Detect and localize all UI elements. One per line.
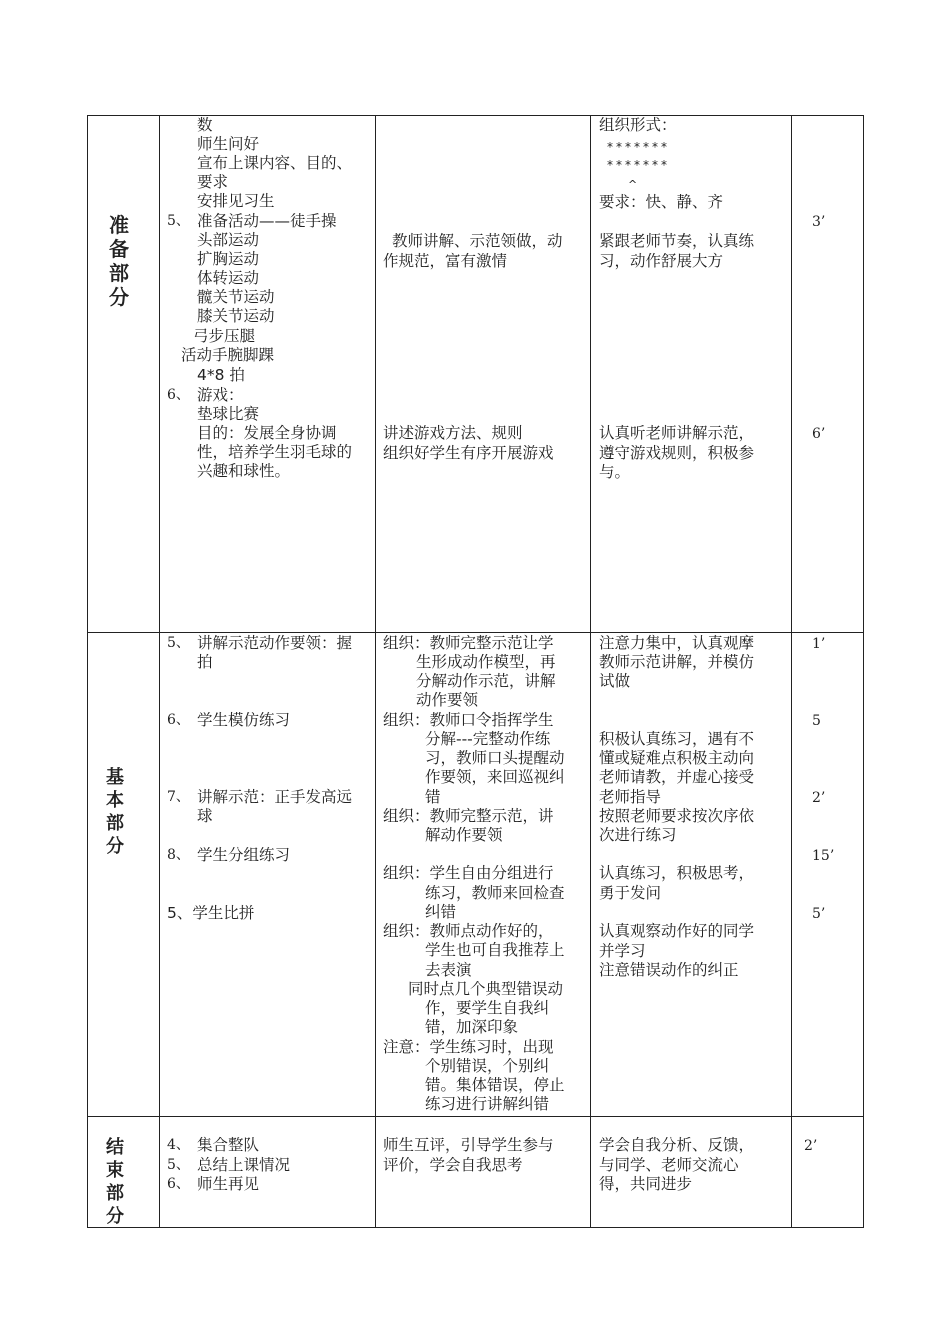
section-label-prep: 准 备 部 分 [109, 213, 129, 309]
basic-teacher-line: 组织：教师完整示范，讲 [383, 807, 554, 825]
prep-content-line: 活动手腕脚踝 [181, 346, 275, 364]
basic-teacher-line: 练习进行讲解纠错 [425, 1095, 550, 1113]
prep-content-line: 师生问好 [197, 135, 260, 153]
prep-student-line: 遵守游戏规则，积极参 [599, 444, 755, 462]
basic-teacher-line: 错。集体错误，停止 [425, 1076, 565, 1094]
basic-time: 5 [812, 713, 821, 729]
basic-teacher-line: 生形成动作模型，再 [416, 653, 556, 671]
basic-teacher-line: 作，要学生自我纠 [425, 999, 550, 1017]
end-item-number: 6、 [167, 1176, 190, 1192]
prep-item-number: 5、 [167, 213, 190, 229]
table-border-right [863, 115, 864, 1228]
basic-content-line: 球 [197, 807, 213, 825]
prep-teacher-line: 讲述游戏方法、规则 [383, 424, 523, 442]
basic-item-number: 6、 [167, 712, 190, 728]
basic-content-line: 拍 [197, 653, 213, 671]
basic-teacher-line: 组织：教师点动作好的， [383, 922, 554, 940]
basic-teacher-line: 注意：学生练习时，出现 [383, 1038, 554, 1056]
basic-student-line: 注意错误动作的纠正 [599, 961, 739, 979]
prep-time: 6’ [812, 426, 826, 442]
col-divider-4 [791, 115, 792, 1228]
end-student-line: 学会自我分析、反馈， [599, 1136, 755, 1154]
basic-teacher-line: 组织：学生自由分组进行 [383, 864, 554, 882]
basic-teacher-line: 去表演 [425, 961, 472, 979]
basic-teacher-line: 组织：教师完整示范让学 [383, 634, 554, 652]
col-divider-2 [375, 115, 376, 1228]
basic-teacher-line: 分解---完整动作练 [425, 730, 551, 748]
basic-teacher-line: 错，加深印象 [425, 1018, 519, 1036]
prep-content-line: 头部运动 [197, 231, 260, 249]
basic-student-line: 教师示范讲解，并模仿 [599, 653, 755, 671]
basic-teacher-line: 组织：教师口令指挥学生 [383, 711, 554, 729]
basic-time: 5’ [812, 906, 826, 922]
basic-content-line: 5、学生比拼 [167, 904, 255, 922]
basic-item-number: 8、 [167, 847, 190, 863]
end-time: 2’ [804, 1138, 818, 1154]
col-divider-3 [590, 115, 591, 1228]
end-content-line: 集合整队 [197, 1136, 260, 1154]
end-content-line: 师生再见 [197, 1175, 260, 1193]
formation-teacher-marker: ^ [628, 178, 638, 191]
basic-content-line: 讲解示范：正手发高远 [197, 788, 353, 806]
prep-content-line: 兴趣和球性。 [197, 462, 291, 480]
formation-stars-row: ******* [607, 140, 670, 154]
row-divider-2 [87, 1116, 864, 1117]
prep-content-line: 弓步压腿 [193, 327, 256, 345]
prep-content-line: 髋关节运动 [197, 288, 275, 306]
end-item-number: 4、 [167, 1137, 190, 1153]
prep-teacher-line: 教师讲解、示范领做，动 [392, 232, 563, 250]
prep-content-line: 宣布上课内容、目的、 [197, 154, 353, 172]
prep-student-line: 与。 [599, 463, 631, 481]
basic-teacher-line: 错 [425, 788, 441, 806]
prep-student-line: 组织形式： [599, 116, 677, 134]
prep-content-line: 目的：发展全身协调 [197, 424, 337, 442]
end-student-line: 得，共同进步 [599, 1175, 693, 1193]
prep-content-line: 性，培养学生羽毛球的 [197, 443, 353, 461]
prep-content-line: 准备活动——徒手操 [197, 212, 337, 230]
prep-content-line: 体转运动 [197, 269, 260, 287]
basic-student-line: 次进行练习 [599, 826, 677, 844]
end-teacher-line: 评价，学会自我思考 [383, 1156, 523, 1174]
prep-student-line: 习，动作舒展大方 [599, 252, 724, 270]
basic-student-line: 老师指导 [599, 788, 662, 806]
basic-student-line: 勇于发问 [599, 884, 662, 902]
basic-student-line: 老师请教，并虚心接受 [599, 768, 755, 786]
basic-teacher-line: 习，教师口头提醒动 [425, 749, 565, 767]
basic-teacher-line: 作要领，来回巡视纠 [425, 768, 565, 786]
end-item-number: 5、 [167, 1157, 190, 1173]
basic-item-number: 7、 [167, 789, 190, 805]
prep-student-line: 认真听老师讲解示范， [599, 424, 755, 442]
basic-item-number: 5、 [167, 635, 190, 651]
prep-content-line: 4*8 拍 [197, 366, 245, 384]
prep-content-line: 要求 [197, 173, 229, 191]
end-teacher-line: 师生互评，引导学生参与 [383, 1136, 554, 1154]
prep-student-line: 紧跟老师节奏，认真练 [599, 232, 755, 250]
section-label-basic: 基 本 部 分 [106, 767, 124, 857]
basic-teacher-line: 纠错 [425, 903, 457, 921]
prep-content-line: 安排见习生 [197, 192, 275, 210]
basic-teacher-line: 学生也可自我推荐上 [425, 941, 565, 959]
basic-student-line: 注意力集中，认真观摩 [599, 634, 755, 652]
end-student-line: 与同学、老师交流心 [599, 1156, 739, 1174]
prep-teacher-line: 组织好学生有序开展游戏 [383, 444, 554, 462]
basic-teacher-line: 解动作要领 [425, 826, 503, 844]
basic-time: 1’ [812, 636, 826, 652]
table-border-bottom [87, 1227, 864, 1228]
basic-teacher-line: 动作要领 [416, 691, 479, 709]
formation-stars-row: ******* [607, 158, 670, 172]
prep-item-number: 6、 [167, 387, 190, 403]
basic-student-line: 试做 [599, 672, 631, 690]
basic-student-line: 认真练习，积极思考， [599, 864, 755, 882]
row-divider-1 [87, 632, 864, 633]
basic-content-line: 讲解示范动作要领：握 [197, 634, 353, 652]
basic-content-line: 学生分组练习 [197, 846, 291, 864]
prep-student-line: 要求：快、静、齐 [599, 193, 724, 211]
end-content-line: 总结上课情况 [197, 1156, 291, 1174]
prep-content-line: 数 [197, 116, 213, 134]
basic-time: 15’ [812, 848, 835, 864]
prep-time: 3’ [812, 214, 826, 230]
prep-teacher-line: 作规范，富有激情 [383, 252, 508, 270]
basic-student-line: 认真观察动作好的同学 [599, 922, 755, 940]
section-label-end: 结 束 部 分 [106, 1137, 124, 1227]
prep-content-line: 扩胸运动 [197, 250, 260, 268]
basic-teacher-line: 个别错误，个别纠 [425, 1057, 550, 1075]
col-divider-1 [159, 115, 160, 1228]
prep-content-line: 游戏： [197, 386, 244, 404]
prep-content-line: 膝关节运动 [197, 307, 275, 325]
basic-student-line: 按照老师要求按次序依 [599, 807, 755, 825]
basic-teacher-line: 同时点几个典型错误动 [408, 980, 564, 998]
basic-teacher-line: 练习，教师来回检查 [425, 884, 565, 902]
prep-content-line: 垫球比赛 [197, 405, 260, 423]
basic-student-line: 积极认真练习，遇有不 [599, 730, 755, 748]
basic-content-line: 学生模仿练习 [197, 711, 291, 729]
basic-student-line: 懂或疑难点积极主动向 [599, 749, 755, 767]
basic-student-line: 并学习 [599, 942, 646, 960]
basic-time: 2’ [812, 790, 826, 806]
table-border-left [87, 115, 88, 1228]
basic-teacher-line: 分解动作示范，讲解 [416, 672, 556, 690]
